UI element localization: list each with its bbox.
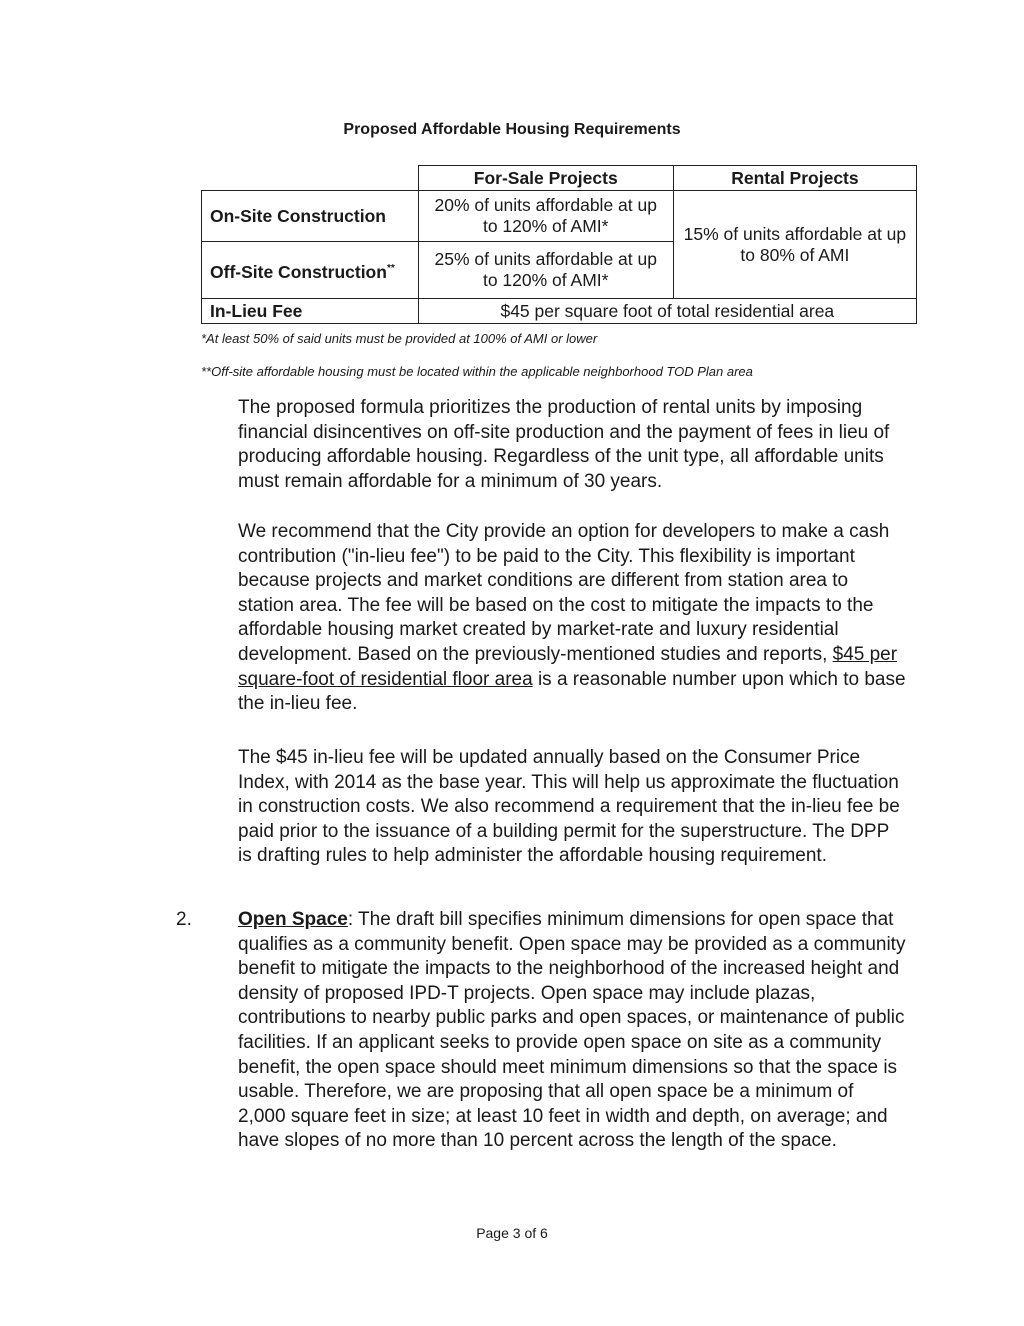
cell-onsite-for-sale: 20% of units affordable at up to 120% of AMI*: [418, 191, 673, 242]
row-label-offsite: [202, 242, 419, 299]
header-rental: Rental Projects: [673, 166, 916, 191]
fee-amount-underlined: $45 per square-foot of residential floor area: [238, 643, 898, 690]
paragraph-open-space: [238, 908, 906, 1154]
paragraph-rental-priority: The proposed formula prioritizes the production of rental units by imposing financial disincentives on off-site production and the payment of fees in lieu of producing affordable housing. Regardless of the unit type, all affordable units must remain affordable for a minimum of 30 years.: [238, 397, 890, 492]
footnote-2: **Off-site affordable housing must be located within the applicable neighborhood TOD Plan area: [201, 364, 753, 379]
footnote-1: *At least 50% of said units must be provided at 100% of AMI or lower: [201, 331, 598, 346]
item-number: 2.: [176, 909, 192, 930]
header-blank-cell: [202, 166, 419, 191]
page-number: Page 3 of 6: [476, 1225, 548, 1241]
table-row-fee: [202, 299, 917, 324]
header-for-sale: For-Sale Projects: [418, 166, 673, 191]
open-space-text: : The draft bill specifies minimum dimensions for open space that qualifies as a community benefit. Open space may be provided as a community benefit to mitigate the impacts to the neighborhood of the increased height and density of proposed IPD-T projects. Open space may include plazas, contributions to nearby public parks and open spaces, or maintenance of public facilities. If an applicant seeks to provide open space on site as a community benefit, the open space should meet minimum dimensions so that the space is usable. Therefore, we are proposing that all open space be a minimum of 2,000 square feet in size; at least 10 feet in width and depth, on average; and have slopes of no more than 10 percent across the length of the space.: [238, 909, 906, 1152]
row-label-fee: In-Lieu Fee: [202, 299, 419, 324]
cell-offsite-for-sale: 25% of units affordable at up to 120% of AMI*: [418, 242, 673, 299]
cell-fee-value: $45 per square foot of total residential area: [418, 299, 916, 324]
affordable-housing-table: [201, 165, 917, 324]
row-label-offsite-text: Off-Site Construction: [210, 261, 387, 282]
table-header-row: [202, 166, 917, 191]
paragraph-in-lieu-fee-b: is a reasonable number upon which to base the in-lieu fee.: [238, 668, 906, 715]
paragraph-fee-update: The $45 in-lieu fee will be updated annually based on the Consumer Price Index, with 2014 as the base year. This will help us approximate the fluctuation in construction costs. We also recommend a requirement that the in-lieu fee be paid prior to the issuance of a building permit for the superstructure. The DPP is drafting rules to help administer the affordable housing requirement.: [238, 747, 900, 867]
open-space-heading: Open Space: [238, 909, 348, 930]
row-label-offsite-mark: **: [386, 262, 395, 274]
cell-rental-merged: 15% of units affordable at up to 80% of AMI: [673, 191, 916, 299]
table-row-onsite: [202, 191, 917, 242]
paragraph-in-lieu-fee-a: We recommend that the City provide an option for developers to make a cash contribution ("in-lieu fee") to be paid to the City. This flexibility is important because projects and market conditions are different from station area to station area. The fee will be based on the cost to mitigate the impacts to the affordable housing market created by market-rate and luxury residential development. Based on the previously-mentioned studies and reports,: [238, 521, 890, 665]
table-title: Proposed Affordable Housing Requirements: [343, 121, 681, 138]
row-label-onsite: On-Site Construction: [202, 191, 419, 242]
paragraph-in-lieu-fee: [238, 520, 906, 717]
